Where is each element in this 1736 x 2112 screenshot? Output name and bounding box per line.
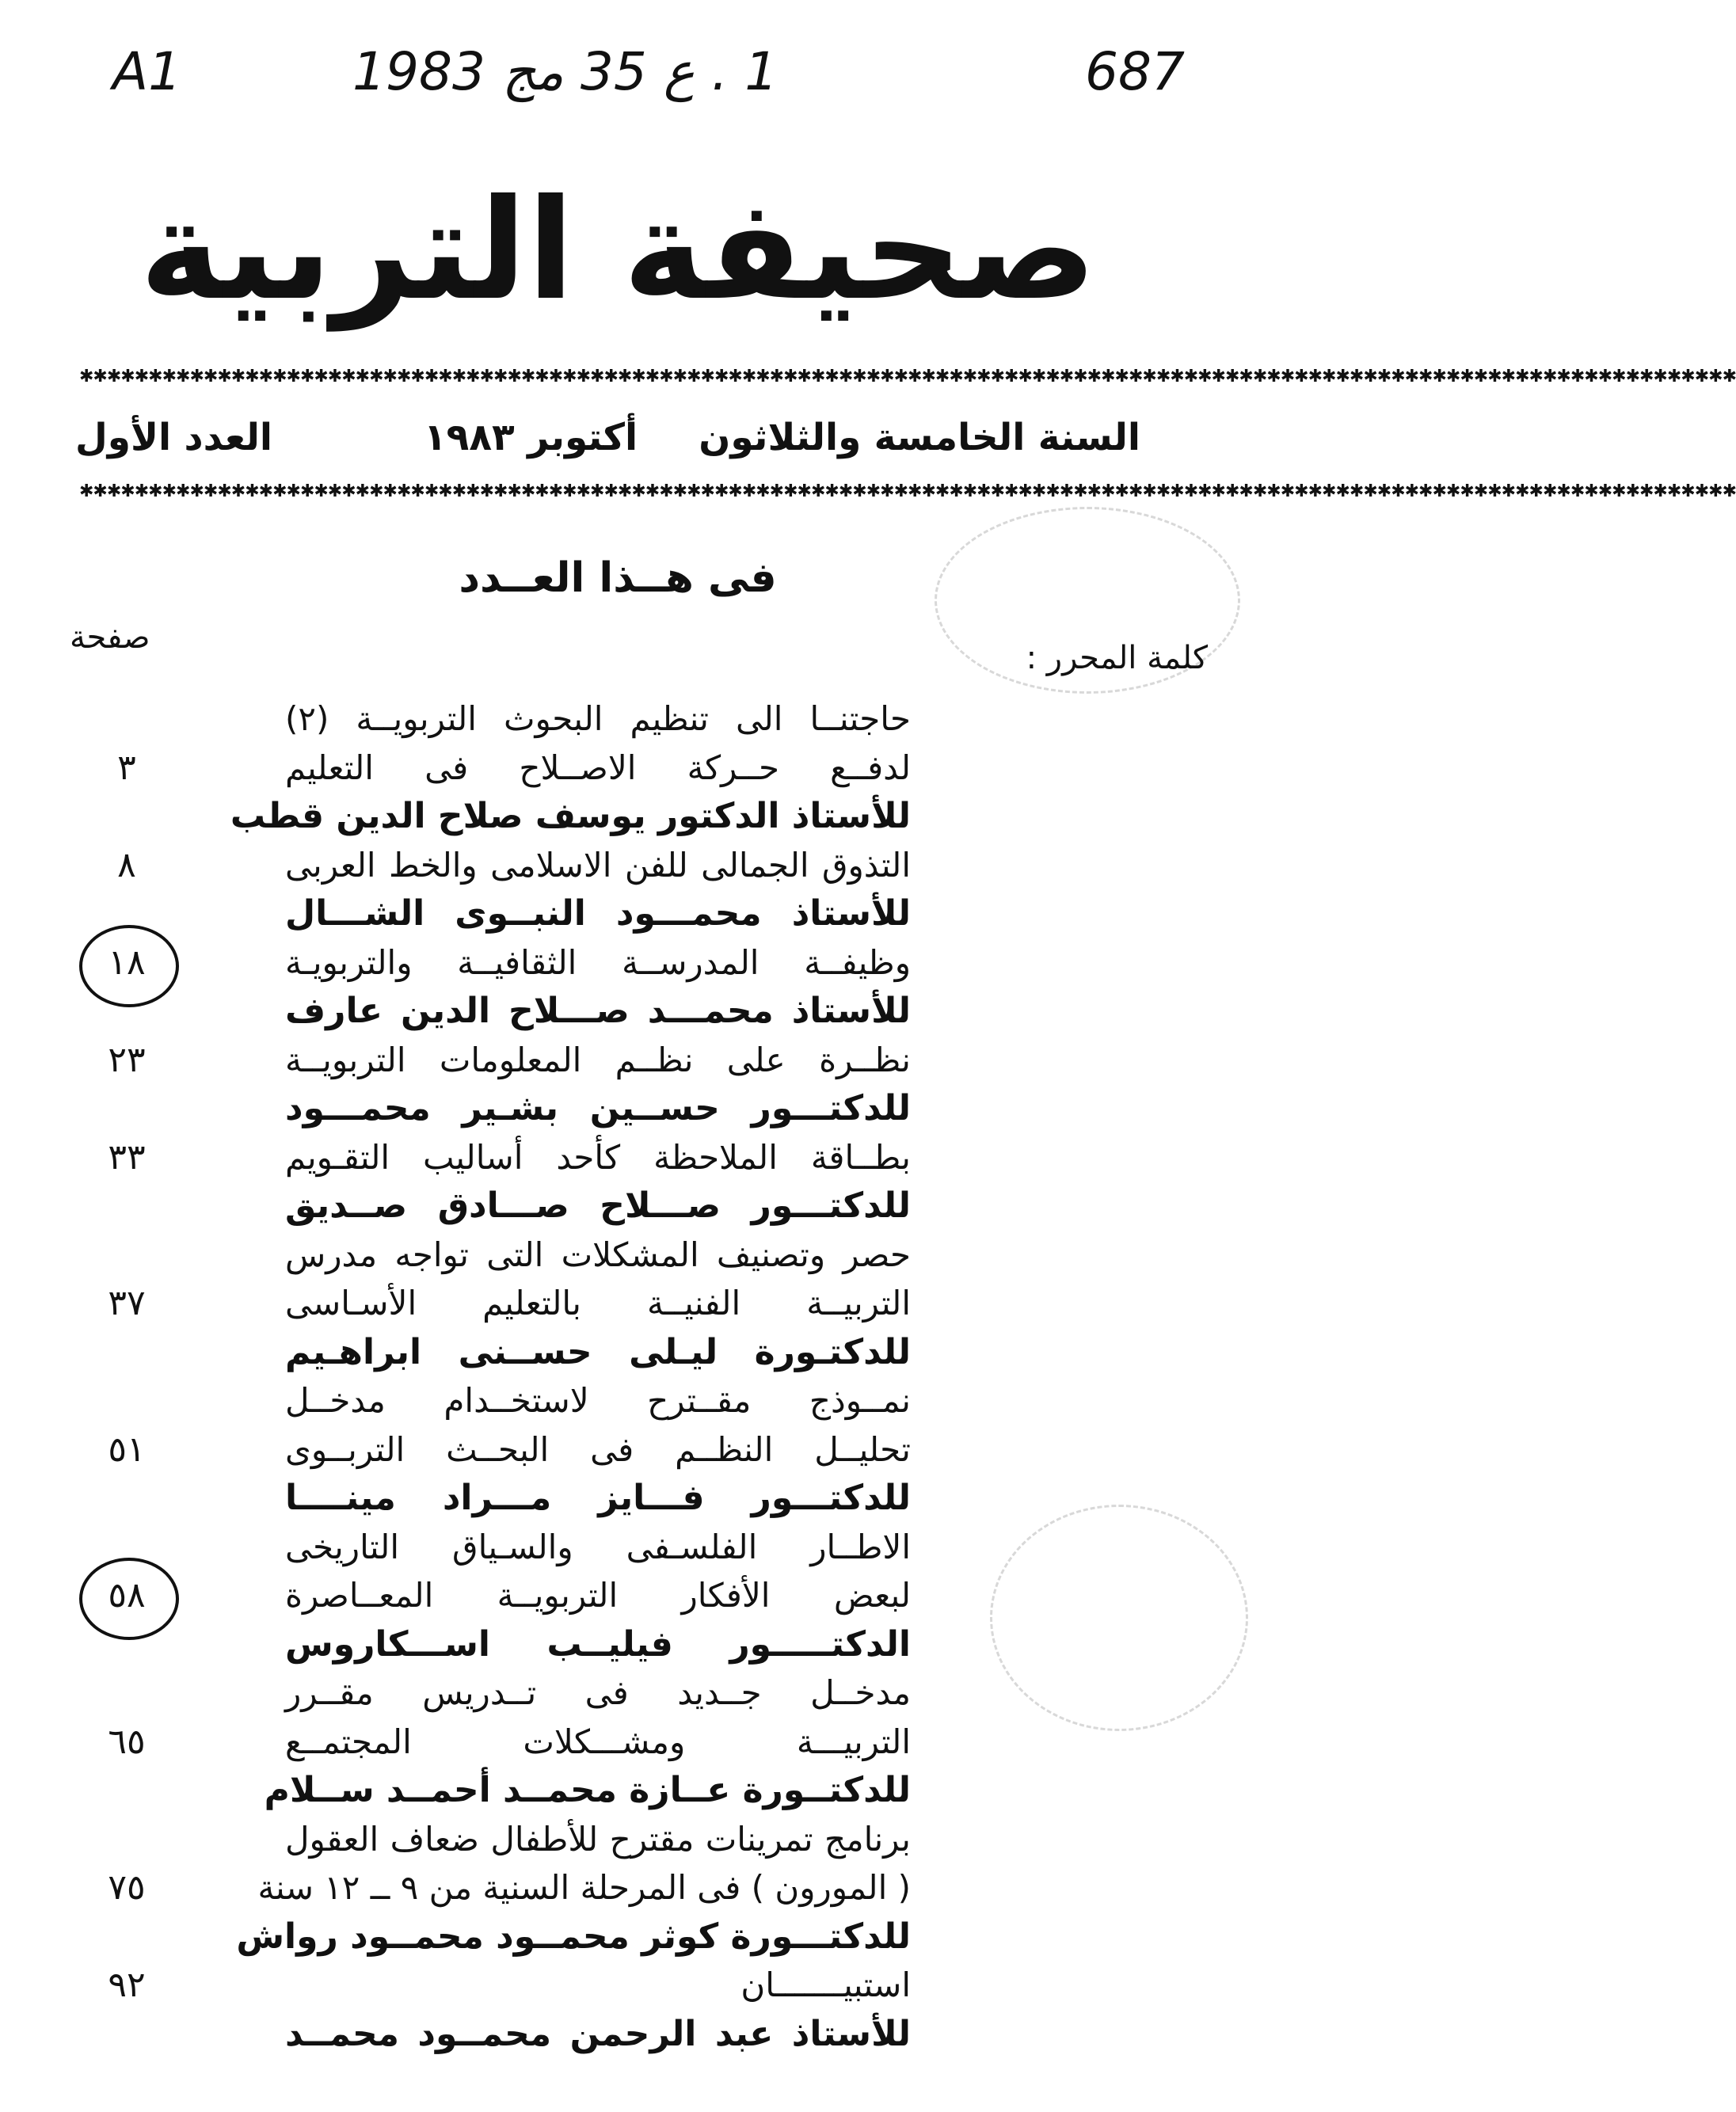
toc-title-line: التربيـــة ومشـــكلات المجتمــع xyxy=(285,1722,911,1761)
toc-title-line: حاجتنــا الى تنظيم البحوث التربويــة (٢) xyxy=(285,699,911,738)
toc-title-line: نظــرة على نظــم المعلومات التربويــة xyxy=(285,1040,911,1079)
page-circle-mark xyxy=(79,1558,179,1640)
page-column-label: صفحة xyxy=(70,619,150,656)
toc-title-line: نمــوذج مقــترح لاستخــدام مدخــل xyxy=(285,1381,911,1420)
toc-page-number: ٣٧ xyxy=(108,1283,146,1323)
star-border-top: ✱✱✱✱✱✱✱✱✱✱✱✱✱✱✱✱✱✱✱✱✱✱✱✱✱✱✱✱✱✱✱✱✱✱✱✱✱✱✱✱✱✱✱✱✱✱✱✱✱✱✱✱✱✱✱✱✱✱✱✱✱✱✱✱✱✱✱✱✱✱✱✱✱✱✱✱✱✱✱✱✱✱✱✱✱✱✱✱✱✱✱✱✱✱✱✱✱✱✱✱✱✱✱✱✱✱✱✱✱✱✱✱✱✱✱✱✱✱✱✱ xyxy=(79,367,1736,386)
toc-author-line: للدكتـــور فـــايز مـــراد مينــــا xyxy=(285,1478,911,1518)
handwritten-reference: 1 . ع 35 مج 1983 xyxy=(352,41,779,102)
issue-number: العدد الأول xyxy=(75,416,273,459)
toc-title-line: لدفــع حــركة الاصــلاح فى التعليم xyxy=(285,748,911,787)
toc-title-line: مدخــل جــديد فى تــدريس مقــرر xyxy=(285,1673,911,1712)
toc-author-line: للأستاذ الدكتور يوسف صلاح الدين قطب xyxy=(230,796,911,836)
toc-author-line: الدكتـــــور فيليــب اســـكاروس xyxy=(285,1623,911,1665)
editor-note: كلمة المحرر : xyxy=(1026,640,1208,676)
page-circle-mark xyxy=(79,925,179,1007)
toc-page-number: ٨ xyxy=(117,844,136,885)
faint-stamp xyxy=(990,1505,1248,1731)
toc-page-number: ٥٨ xyxy=(108,1575,146,1615)
handwritten-number: 687 xyxy=(1085,41,1185,102)
toc-title-line: وظيفــة المدرســة الثقافيــة والتربويـة xyxy=(285,942,911,982)
toc-author-line: للأستاذ محمـــد صـــلاح الدين عارف xyxy=(285,991,911,1031)
toc-page-number: ٥١ xyxy=(108,1429,146,1470)
toc-title-line: لبعض الأفكار التربويــة المعــاصرة xyxy=(285,1576,911,1615)
issue-year: السنة الخامسة والثلاثون xyxy=(699,416,1140,459)
toc-title-line: برنامج تمرينات مقترح للأطفال ضعاف العقول xyxy=(285,1819,911,1859)
toc-title-line: تحليــل النظــم فى البحــث التربــوى xyxy=(285,1429,911,1469)
issue-date: أكتوبر ١٩٨٣ xyxy=(424,416,638,459)
star-border-bottom: ✱✱✱✱✱✱✱✱✱✱✱✱✱✱✱✱✱✱✱✱✱✱✱✱✱✱✱✱✱✱✱✱✱✱✱✱✱✱✱✱✱✱✱✱✱✱✱✱✱✱✱✱✱✱✱✱✱✱✱✱✱✱✱✱✱✱✱✱✱✱✱✱✱✱✱✱✱✱✱✱✱✱✱✱✱✱✱✱✱✱✱✱✱✱✱✱✱✱✱✱✱✱✱✱✱✱✱✱✱✱✱✱✱✱✱✱✱✱✱✱ xyxy=(79,481,1736,501)
toc-page-number: ٣ xyxy=(117,747,136,788)
toc-page-number: ٣٣ xyxy=(108,1136,146,1178)
toc-page-number: ٩٢ xyxy=(108,1965,146,2005)
toc-author-line: للدكتـــور صـــلاح صـــادق صــديق xyxy=(285,1185,911,1226)
toc-author-line: للأستاذ محمـــود النبــوى الشـــال xyxy=(285,893,911,934)
toc-author-line: للدكتــورة عــازة محمــد أحمــد ســلام xyxy=(264,1770,911,1810)
toc-author-line: للدكتـــورة كوثر محمــود محمــود رواش xyxy=(236,1916,911,1957)
toc-title-line: الاطــار الفلسـفى والسـياق التاريخى xyxy=(285,1527,911,1566)
toc-title-line: حصر وتصنيف المشكلات التى تواجه مدرس xyxy=(285,1235,911,1274)
toc-page-number: ٦٥ xyxy=(108,1721,146,1762)
masthead-title: صحيفة التربية xyxy=(139,170,1097,331)
faint-stamp xyxy=(935,507,1240,694)
toc-page-number: ٢٣ xyxy=(108,1039,146,1080)
toc-title-line: التربيــة الفنيــة بالتعليم الأسـاسى xyxy=(285,1284,911,1322)
toc-title-line: بطــاقة الملاحظة كأحد أساليب التقـويم xyxy=(285,1137,911,1177)
toc-heading: فى هــذا العــدد xyxy=(459,554,777,602)
toc-title-line: ( المورون ) فى المرحلة السنية من ٩ ــ ١٢ سنة xyxy=(257,1868,911,1907)
toc-author-line: للأستاذ عبد الرحمن محمــود محمــد xyxy=(285,2013,911,2054)
toc-title-line: التذوق الجمالى للفن الاسلامى والخط العربى xyxy=(285,845,911,885)
toc-page-number: ١٨ xyxy=(108,942,146,983)
handwritten-code: A1 xyxy=(112,41,182,102)
issue-info-row xyxy=(75,416,1140,479)
toc-author-line: للدكتـــور حســين بشـير محمـــود xyxy=(285,1088,911,1128)
toc-page-number: ٧٥ xyxy=(108,1867,146,1908)
toc-title-line: استبيـــــــان xyxy=(740,1965,911,2004)
toc-author-line: للدكتـورة ليـلى حســنى ابراهـيم xyxy=(285,1331,911,1372)
